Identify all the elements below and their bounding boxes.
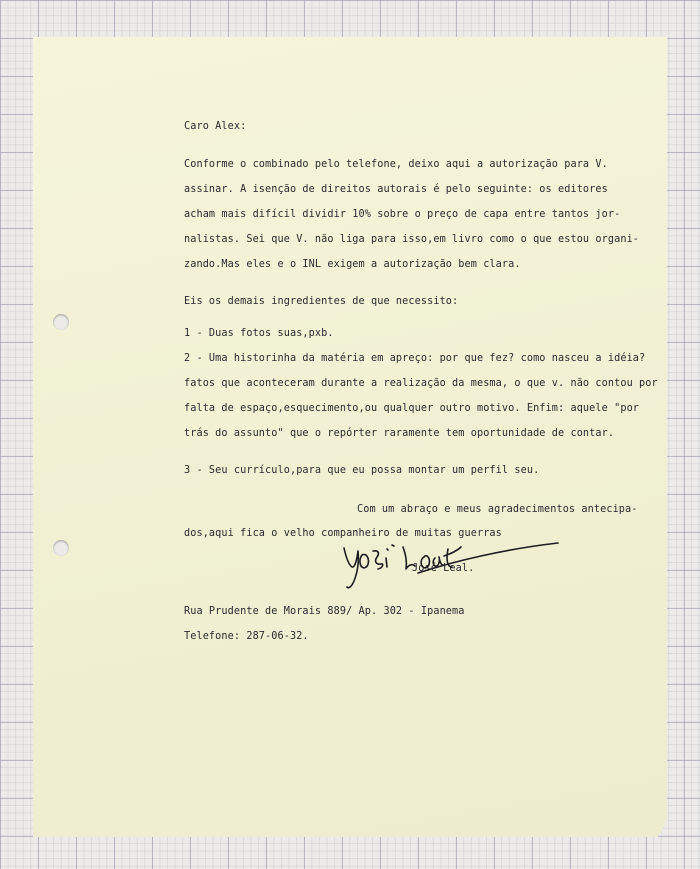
paragraph-line: assinar. A isenção de direitos autorais é pelo seguinte: os editores (184, 184, 608, 195)
paragraph-line: Conforme o combinado pelo telefone, deixo aqui a autorização para V. (184, 159, 608, 170)
typed-signature-name: José Leal. (412, 563, 475, 574)
punch-hole-top (53, 314, 69, 330)
list-item-line: fatos que aconteceram durante a realização da mesma, o que v. não contou por (184, 378, 658, 389)
list-item-photos: 1 - Duas fotos suas,pxb. (184, 328, 334, 339)
closing-line: Com um abraço e meus agradecimentos antecipa- (357, 504, 638, 515)
punch-hole-bottom (53, 540, 69, 556)
closing-line: dos,aqui fica o velho companheiro de muitas guerras (184, 528, 502, 539)
list-intro: Eis os demais ingredientes de que necessito: (184, 296, 459, 307)
list-item-resume: 3 - Seu currículo,para que eu possa montar um perfil seu. (184, 465, 540, 476)
paragraph-line: acham mais difícil dividir 10% sobre o preço de capa entre tantos jor- (184, 209, 621, 220)
address: Rua Prudente de Morais 889/ Ap. 302 - Ipanema (184, 606, 465, 617)
paragraph-line: zando.Mas eles e o INL exigem a autorização bem clara. (184, 259, 521, 270)
list-item-line: falta de espaço,esquecimento,ou qualquer outro motivo. Enfim: aquele "por (184, 403, 640, 414)
handwritten-signature (340, 537, 565, 592)
paragraph-line: nalistas. Sei que V. não liga para isso,em livro como o que estou organi- (184, 234, 640, 245)
list-item-line: trás do assunto" que o repórter raramente tem oportunidade de contar. (184, 428, 615, 439)
phone: Telefone: 287-06-32. (184, 631, 309, 642)
list-item-line: 2 - Uma historinha da matéria em apreço: por que fez? como nasceu a idéia? (184, 353, 646, 364)
salutation: Caro Alex: (184, 121, 247, 132)
